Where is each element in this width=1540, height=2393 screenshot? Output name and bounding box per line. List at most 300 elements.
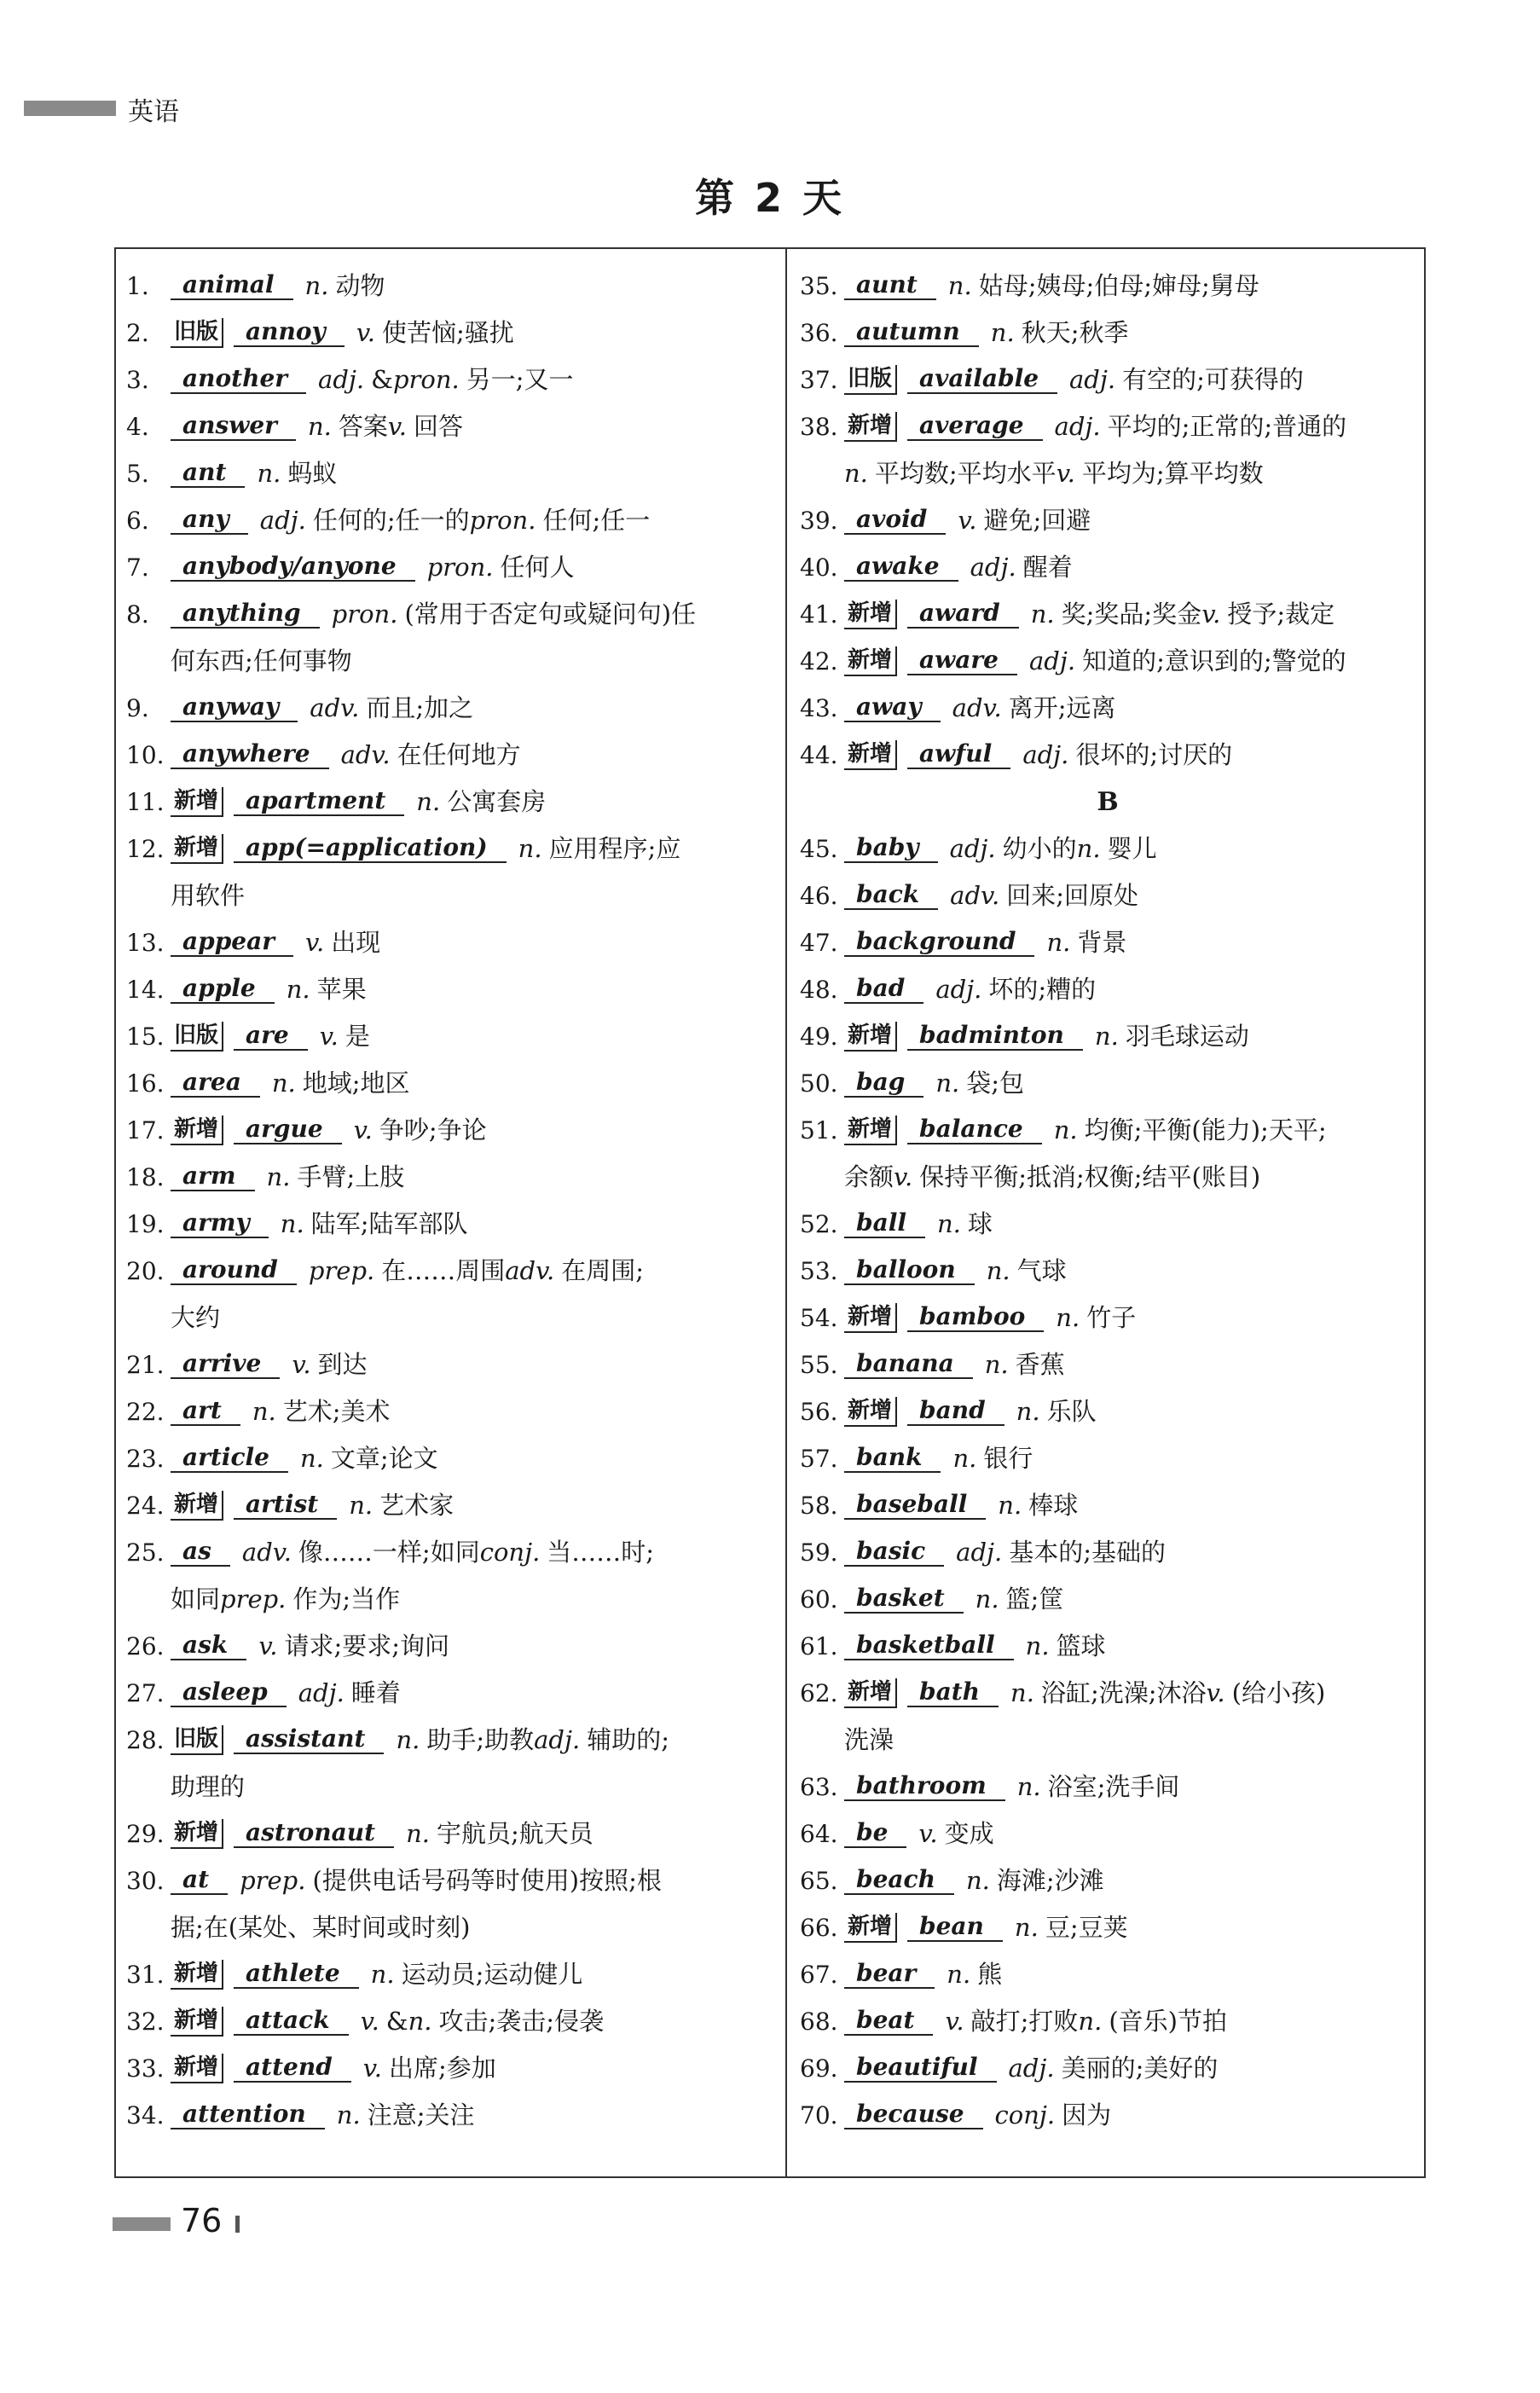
vocab-entry	[800, 1295, 1416, 1341]
definition-text: 大约	[171, 1303, 221, 1332]
definition-text: 很坏的;讨厌的	[1075, 740, 1233, 769]
definition-text: 任何的;任一的	[312, 506, 470, 535]
definition-text: 助手;助教	[426, 1725, 535, 1754]
vocab-word: bank	[844, 1446, 941, 1473]
definition-text: 保持平衡;抵消;权衡;结平(账目)	[919, 1162, 1261, 1191]
definition-text: 知道的;意识到的;警觉的	[1082, 646, 1346, 675]
vocab-entry	[800, 1529, 1416, 1576]
entry-number: 29.	[126, 1819, 165, 1848]
definition-text: 海滩;沙滩	[996, 1866, 1104, 1895]
part-of-speech: v.	[362, 2054, 382, 2083]
vocab-entry	[800, 2045, 1416, 2092]
definition-text: 另一;又一	[466, 365, 574, 394]
vocab-entry	[126, 1857, 759, 1904]
entry-number: 14.	[126, 975, 165, 1004]
vocab-entry	[800, 685, 1416, 732]
definition-text: 用软件	[171, 881, 246, 910]
definition-text: 余额	[844, 1162, 894, 1191]
vocab-entry	[126, 685, 759, 732]
definition-text: 运动员;运动健儿	[401, 1960, 583, 1989]
entry-number: 19.	[126, 1209, 165, 1238]
vocab-entry	[126, 732, 759, 779]
definition-text: 辅助的;	[587, 1725, 669, 1754]
part-of-speech: pron.	[331, 600, 398, 629]
vocab-entry	[800, 1060, 1416, 1107]
version-tag: 新增	[844, 1397, 897, 1427]
part-of-speech: n.	[1094, 1022, 1119, 1051]
vocab-entry	[126, 1670, 759, 1717]
entry-number: 36.	[800, 318, 838, 347]
part-of-speech: adj.	[1008, 2054, 1055, 2083]
part-of-speech: n.	[1014, 1913, 1039, 1942]
entry-number: 60.	[800, 1585, 838, 1614]
part-of-speech: v.	[1206, 1678, 1225, 1707]
definition-text: 攻击;袭击;侵袭	[438, 2007, 605, 2036]
definition-text: 回来;回原处	[1006, 881, 1138, 910]
definition-text: 任何人	[500, 553, 575, 582]
vocab-word: anything	[171, 601, 320, 629]
vocab-word: bear	[844, 1961, 935, 1989]
part-of-speech: n.	[304, 271, 329, 300]
part-of-speech: n.	[271, 1069, 296, 1098]
part-of-speech: n.	[1016, 1772, 1041, 1801]
vocab-word: bath	[907, 1680, 999, 1707]
entry-number: 9.	[126, 693, 149, 722]
part-of-speech: v.	[292, 1350, 311, 1379]
part-of-speech: n.	[307, 412, 332, 441]
definition-text: 出席;参加	[388, 2054, 496, 2083]
definition-text: (提供电话号码等时使用)按照;根	[312, 1866, 662, 1895]
definition-text: 棒球	[1028, 1491, 1079, 1520]
part-of-speech: adj.	[1069, 365, 1116, 394]
part-of-speech: n.	[1025, 1631, 1050, 1660]
vocab-entry	[126, 2092, 759, 2139]
vocab-word: apartment	[234, 789, 404, 816]
footer-bar	[113, 2217, 171, 2231]
definition-text: 银行	[983, 1444, 1033, 1473]
vocab-word: because	[844, 2102, 983, 2129]
entry-number: 55.	[800, 1350, 838, 1379]
definition-text: 答案	[338, 412, 388, 441]
vocab-word: attention	[171, 2102, 325, 2129]
definition-text: 平均的;正常的;普通的	[1107, 412, 1347, 441]
definition-text: 香蕉	[1015, 1350, 1065, 1379]
definition-text: 文章;论文	[330, 1444, 438, 1473]
vocab-entry	[126, 1717, 759, 1764]
definition-text: 熊	[977, 1960, 1003, 1989]
definition-text: 有空的;可获得的	[1122, 365, 1304, 394]
vocab-word: baby	[844, 836, 938, 863]
entry-number: 51.	[800, 1115, 838, 1144]
definition-text: 奖;奖品;奖金	[1061, 600, 1202, 629]
vocab-entry	[126, 966, 759, 1013]
vocab-word: badminton	[907, 1023, 1083, 1051]
entry-number: 40.	[800, 553, 838, 582]
definition-text: 变成	[944, 1819, 994, 1848]
entry-number: 59.	[800, 1538, 838, 1567]
version-tag: 新增	[171, 1115, 223, 1145]
version-tag: 新增	[171, 1491, 223, 1521]
part-of-speech: n.	[937, 1209, 961, 1238]
part-of-speech: n.	[975, 1585, 999, 1614]
vocab-entry	[800, 1951, 1416, 1998]
part-of-speech: v.	[945, 2007, 964, 2036]
vocab-word: basic	[844, 1539, 944, 1567]
entry-number: 12.	[126, 834, 165, 863]
vocab-entry	[126, 1623, 759, 1670]
part-of-speech: n.	[935, 1069, 960, 1098]
part-of-speech: adj.	[1028, 646, 1076, 675]
page-number-mark	[235, 2216, 240, 2233]
part-of-speech: v.	[360, 2007, 379, 2036]
entry-number: 42.	[800, 646, 838, 675]
definition-text: 宇航员;航天员	[436, 1819, 593, 1848]
vocab-word: ant	[171, 461, 245, 488]
vocab-word: article	[171, 1446, 288, 1473]
entry-number: 64.	[800, 1819, 838, 1848]
vocab-word: band	[907, 1399, 1004, 1426]
part-of-speech: adj.	[970, 553, 1016, 582]
vocab-word: available	[907, 367, 1057, 394]
vocab-word: average	[907, 414, 1043, 441]
definition-text: 回答	[414, 412, 464, 441]
entry-number: 23.	[126, 1444, 165, 1473]
part-of-speech: adv.	[310, 693, 360, 722]
vocab-word: baseball	[844, 1492, 986, 1520]
definition-text: (给小孩)	[1231, 1678, 1326, 1707]
part-of-speech: adj.	[956, 1538, 1003, 1567]
vocab-word: bamboo	[907, 1305, 1044, 1332]
vocab-entry	[126, 1248, 759, 1295]
vocab-word: background	[844, 930, 1034, 957]
vocab-word: awake	[844, 554, 958, 582]
entry-number: 49.	[800, 1022, 838, 1051]
vocab-word: assistant	[234, 1727, 384, 1754]
definition-text: 任何;任一	[542, 506, 651, 535]
vocab-word: bag	[844, 1070, 923, 1098]
vocab-word: balance	[907, 1117, 1042, 1144]
definition-text: &	[385, 2007, 408, 2036]
definition-text: 醒着	[1022, 553, 1073, 582]
entry-number: 4.	[126, 412, 149, 441]
entry-number: 18.	[126, 1162, 165, 1191]
part-of-speech: adv.	[505, 1256, 555, 1285]
vocab-word: away	[844, 695, 941, 722]
definition-text: 竹子	[1086, 1303, 1137, 1332]
vocab-entry	[800, 1857, 1416, 1904]
part-of-speech: n.	[1016, 1397, 1040, 1426]
vocab-word: any	[171, 507, 248, 535]
part-of-speech: conj.	[994, 2100, 1056, 2129]
part-of-speech: n.	[947, 1960, 971, 1989]
entry-continuation	[126, 1295, 759, 1341]
vocab-entry	[800, 1107, 1416, 1154]
vocab-entry	[800, 1388, 1416, 1435]
part-of-speech: n.	[349, 1491, 373, 1520]
vocab-entry	[126, 544, 759, 591]
vocab-entry	[800, 544, 1416, 591]
vocab-entry	[800, 1904, 1416, 1951]
version-tag: 新增	[844, 1115, 897, 1145]
vocab-word: asleep	[171, 1680, 287, 1707]
vocab-entry	[800, 1670, 1416, 1717]
entry-continuation	[126, 638, 759, 685]
part-of-speech: adv.	[241, 1538, 292, 1567]
part-of-speech: prep.	[308, 1256, 375, 1285]
entry-number: 45.	[800, 834, 838, 863]
definition-text: 浴缸;洗澡;沐浴	[1040, 1678, 1207, 1707]
left-column	[126, 263, 759, 2139]
part-of-speech: n.	[947, 271, 972, 300]
definition-text: (音乐)节拍	[1109, 2007, 1227, 2036]
part-of-speech: n.	[396, 1725, 420, 1754]
vocab-entry	[126, 1811, 759, 1857]
entry-number: 32.	[126, 2007, 165, 2036]
entry-number: 44.	[800, 740, 838, 769]
part-of-speech: n.	[990, 318, 1015, 347]
vocab-word: army	[171, 1211, 269, 1238]
definition-text: 而且;加之	[366, 693, 474, 722]
version-tag: 旧版	[844, 365, 897, 395]
definition-text: 平均为;算平均数	[1081, 459, 1264, 488]
vocab-entry	[800, 1811, 1416, 1857]
definition-text: 应用程序;应	[548, 834, 681, 863]
definition-text: 敲打;打败	[970, 2007, 1079, 2036]
part-of-speech: v.	[356, 318, 375, 347]
page-title: 第 2 天	[694, 175, 846, 221]
definition-text: 当……时;	[547, 1538, 655, 1567]
version-tag: 新增	[844, 1913, 897, 1943]
definition-text: 艺术;美术	[282, 1397, 391, 1426]
entry-number: 1.	[126, 271, 149, 300]
part-of-speech: n.	[1076, 834, 1101, 863]
vocab-word: basket	[844, 1586, 964, 1614]
part-of-speech: adj.	[935, 975, 982, 1004]
definition-text: 苹果	[316, 975, 367, 1004]
definition-text: 幼小的	[1002, 834, 1077, 863]
definition-text: 授予;裁定	[1227, 600, 1335, 629]
vocab-entry	[126, 2045, 759, 2092]
definition-text: 篮球	[1056, 1631, 1106, 1660]
entry-number: 11.	[126, 787, 165, 816]
entry-number: 38.	[800, 412, 838, 441]
vocab-word: annoy	[234, 320, 344, 347]
vocab-word: award	[907, 601, 1019, 629]
vocab-word: anywhere	[171, 742, 329, 769]
definition-text: 婴儿	[1107, 834, 1157, 863]
entry-number: 43.	[800, 693, 838, 722]
subject-label: 英语	[128, 97, 179, 127]
version-tag: 新增	[844, 1022, 897, 1052]
definition-text: 坏的;糟的	[988, 975, 1097, 1004]
version-tag: 新增	[844, 600, 897, 629]
vocab-entry	[800, 591, 1416, 638]
entry-number: 15.	[126, 1022, 165, 1051]
part-of-speech: pron.	[392, 365, 460, 394]
vocab-entry	[126, 1341, 759, 1388]
part-of-speech: v.	[894, 1162, 913, 1191]
part-of-speech: adv.	[952, 693, 1002, 722]
part-of-speech: n.	[280, 1209, 304, 1238]
part-of-speech: n.	[1030, 600, 1055, 629]
part-of-speech: n.	[518, 834, 542, 863]
version-tag: 新增	[171, 834, 223, 864]
header-bar	[24, 101, 116, 116]
entry-number: 66.	[800, 1913, 838, 1942]
vocab-entry	[126, 497, 759, 544]
definition-text: 球	[967, 1209, 993, 1238]
part-of-speech: adj.	[298, 1678, 344, 1707]
part-of-speech: v.	[305, 928, 325, 957]
definition-text: 基本的;基础的	[1009, 1538, 1167, 1567]
entry-number: 25.	[126, 1538, 165, 1567]
vocab-entry	[126, 591, 759, 638]
version-tag: 新增	[844, 412, 897, 442]
vocab-word: another	[171, 367, 306, 394]
entry-number: 21.	[126, 1350, 165, 1379]
vocab-word: anybody/anyone	[171, 554, 415, 582]
entry-number: 53.	[800, 1256, 838, 1285]
vocab-word: appear	[171, 930, 293, 957]
part-of-speech: n.	[952, 1444, 977, 1473]
version-tag: 新增	[844, 1678, 897, 1708]
vocab-entry	[800, 497, 1416, 544]
entry-number: 61.	[800, 1631, 838, 1660]
vocab-entry	[800, 826, 1416, 872]
entry-continuation	[800, 450, 1416, 497]
vocab-word: answer	[171, 414, 296, 441]
definition-text: 羽毛球运动	[1125, 1022, 1249, 1051]
definition-text: 请求;要求;询问	[284, 1631, 450, 1660]
vocab-entry	[126, 263, 759, 310]
definition-text: 像……一样;如同	[298, 1538, 480, 1567]
version-tag: 新增	[171, 1960, 223, 1990]
definition-text: 在任何地方	[397, 740, 521, 769]
part-of-speech: n.	[1078, 2007, 1103, 2036]
entry-number: 20.	[126, 1256, 165, 1285]
vocab-word: arrive	[171, 1352, 280, 1379]
definition-text: 离开;远离	[1008, 693, 1116, 722]
definition-text: (常用于否定句或疑问句)任	[404, 600, 697, 629]
entry-number: 3.	[126, 365, 149, 394]
vocab-entry	[800, 732, 1416, 779]
part-of-speech: adj.	[259, 506, 306, 535]
entry-continuation	[126, 1764, 759, 1811]
version-tag: 新增	[844, 1303, 897, 1333]
vocab-entry	[800, 919, 1416, 966]
vocab-entry	[800, 1248, 1416, 1295]
version-tag: 新增	[171, 1819, 223, 1849]
definition-text: 秋天;秋季	[1021, 318, 1129, 347]
vocab-word: app(=application)	[234, 836, 507, 863]
version-tag: 新增	[171, 2054, 223, 2083]
part-of-speech: n.	[1056, 1303, 1080, 1332]
vocab-entry	[126, 1435, 759, 1482]
entry-number: 68.	[800, 2007, 838, 2036]
part-of-speech: n.	[965, 1866, 990, 1895]
vocab-entry	[126, 826, 759, 872]
part-of-speech: n.	[406, 1819, 430, 1848]
entry-continuation	[800, 1154, 1416, 1201]
definition-text: 使苦恼;骚扰	[382, 318, 514, 347]
part-of-speech: n.	[984, 1350, 1009, 1379]
definition-text: 避免;回避	[983, 506, 1091, 535]
part-of-speech: v.	[353, 1115, 373, 1144]
part-of-speech: v.	[319, 1022, 339, 1051]
entry-number: 70.	[800, 2100, 838, 2129]
vocab-word: around	[171, 1258, 297, 1285]
entry-number: 13.	[126, 928, 165, 957]
part-of-speech: prep.	[220, 1585, 287, 1614]
definition-text: 洗澡	[844, 1725, 894, 1754]
vocab-word: aunt	[844, 273, 936, 300]
vocab-entry	[126, 1951, 759, 1998]
part-of-speech: n.	[416, 787, 441, 816]
vocab-word: be	[844, 1821, 906, 1848]
vocab-word: art	[171, 1399, 240, 1426]
definition-text: 地域;地区	[302, 1069, 410, 1098]
entry-number: 67.	[800, 1960, 838, 1989]
entry-number: 34.	[126, 2100, 165, 2129]
entry-number: 52.	[800, 1209, 838, 1238]
entry-number: 35.	[800, 271, 838, 300]
definition-text: 蚂蚁	[287, 459, 338, 488]
vocab-word: back	[844, 883, 938, 910]
entry-number: 58.	[800, 1491, 838, 1520]
definition-text: 背景	[1077, 928, 1127, 957]
entry-number: 69.	[800, 2054, 838, 2083]
part-of-speech: pron.	[426, 553, 494, 582]
vocab-entry	[800, 310, 1416, 356]
part-of-speech: conj.	[479, 1538, 541, 1567]
entry-number: 50.	[800, 1069, 838, 1098]
definition-text: 均衡;平衡(能力);天平;	[1084, 1115, 1327, 1144]
vocab-word: astronaut	[234, 1821, 394, 1848]
vocab-entry	[126, 1529, 759, 1576]
entry-number: 37.	[800, 365, 838, 394]
part-of-speech: prep.	[240, 1866, 306, 1895]
part-of-speech: v.	[258, 1631, 278, 1660]
definition-text: 艺术家	[379, 1491, 454, 1520]
definition-text: 气球	[1016, 1256, 1067, 1285]
definition-text: 在周围;	[561, 1256, 645, 1285]
vocab-word: argue	[234, 1117, 342, 1144]
definition-text: 浴室;洗手间	[1047, 1772, 1180, 1801]
definition-text: 睡着	[350, 1678, 401, 1707]
definition-text: 动物	[335, 271, 385, 300]
entry-continuation	[126, 872, 759, 919]
vocab-entry	[126, 310, 759, 356]
definition-text: 公寓套房	[447, 787, 547, 816]
vocab-entry	[800, 356, 1416, 403]
vocab-entry	[800, 263, 1416, 310]
entry-continuation	[800, 1717, 1416, 1764]
vocab-entry	[800, 1576, 1416, 1623]
vocab-entry	[126, 356, 759, 403]
vocab-entry	[800, 638, 1416, 685]
vocab-entry	[126, 403, 759, 450]
definition-text: 豆;豆荚	[1045, 1913, 1128, 1942]
vocab-word: bathroom	[844, 1774, 1005, 1801]
part-of-speech: adj.	[1054, 412, 1101, 441]
definition-text: &	[371, 365, 393, 394]
definition-text: 到达	[317, 1350, 368, 1379]
part-of-speech: n.	[1046, 928, 1071, 957]
part-of-speech: n.	[408, 2007, 432, 2036]
entry-number: 6.	[126, 506, 149, 535]
vocab-word: animal	[171, 273, 293, 300]
entry-number: 41.	[800, 600, 838, 629]
